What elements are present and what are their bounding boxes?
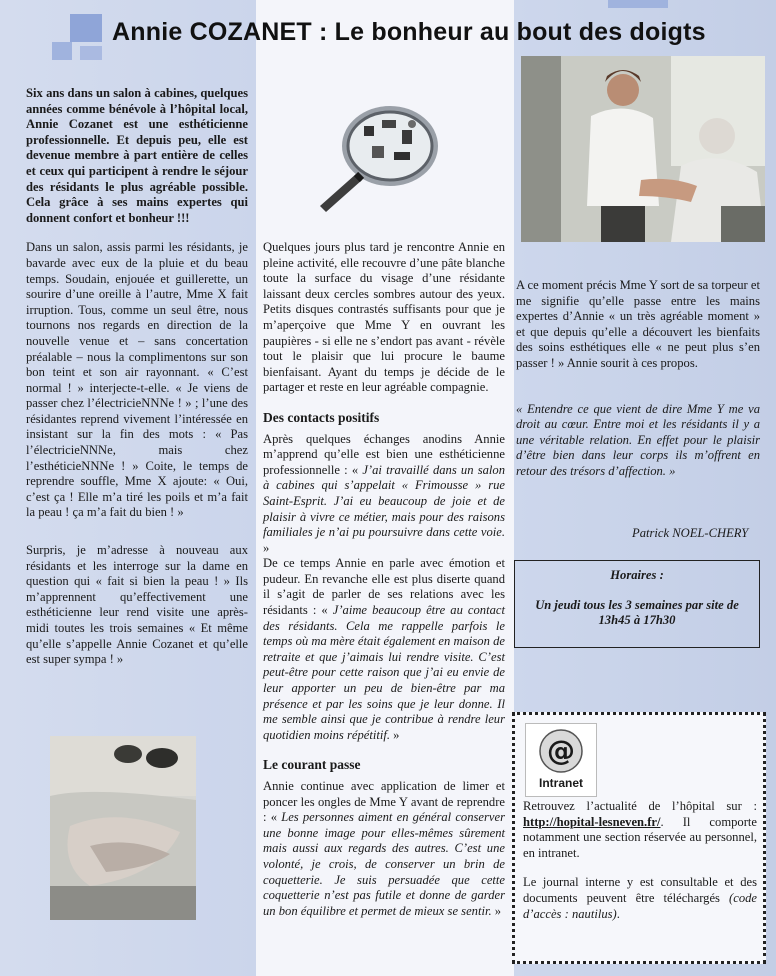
hospital-url-link[interactable]: http://hopital-lesneven.fr/ <box>523 814 661 829</box>
intranet-logo-label: Intranet <box>538 776 583 790</box>
decorative-square <box>52 42 72 60</box>
hours-title: Horaires : <box>610 568 664 582</box>
paragraph-lead: Annie continue avec application de limer et poncer les ongles de Mme Y avant de reprendre : « <box>263 779 505 825</box>
paragraph-lead: Retrouvez l’actualité de l’hôpital sur : <box>523 799 757 813</box>
column-left <box>26 86 248 668</box>
paragraph-end: . Il comporte notamment une section réservée au personnel, en intranet. <box>523 814 757 860</box>
paragraph <box>523 799 757 861</box>
paragraph: Surpris, je m’adresse à nouveau aux résidants et les interroge sur la dame en question qui « fait si bien la peau ! » Ils m’apprennent qu’effectivement une esthéticienne leur rend visite une après-midi toutes les trois semaines « Et même qu’elle s’appelle Annie Cozanet et qu’elle est super sympa ! » <box>26 543 248 667</box>
intranet-box <box>512 712 766 964</box>
decorative-square <box>80 46 102 60</box>
beautician-photo-drawing <box>521 56 765 242</box>
paragraph-lead: De ce temps Annie en parle avec émotion et pudeur. En revanche elle est plus diserte quand il s’agit de parler de ses relations avec les résidants : « <box>263 556 505 618</box>
section-heading-courant: Le courant passe <box>263 757 361 773</box>
manicure-photo-drawing <box>50 736 196 920</box>
paragraph: A ce moment précis Mme Y sort de sa torpeur et me signifie qu’elle passe entre les mains expertes d’Annie « un très agréable moment » et que depuis qu’elle a découvert les bienfaits des soins esthétiques elle « ne peut plus s’en passer ! » Annie sourit à ces propos. <box>516 278 760 370</box>
paragraph-end: . <box>616 906 620 921</box>
decorative-square <box>70 14 102 42</box>
closing-quote: « Entendre ce que vient de dire Mme Y me va droit au cœur. Entre moi et les résidants il y a une véritable relation. En effet pour le plaisir d’être bien dans leur corps ils m’offrent en retour des trésors d’affection. » <box>516 401 760 478</box>
quote-close: » <box>263 540 270 555</box>
quote: J’ai travaillé dans un salon à cabines qui s’appelait « Frimousse » rue Saint-Esprit. J’ai eu beaucoup de joie et de plaisir à vivre ce métier, mais pour des raisons familiales je n’ai pu poursuivre dans cette voie. <box>263 462 505 540</box>
at-sign-icon <box>538 728 584 774</box>
intranet-text <box>523 799 757 922</box>
author-signature: Patrick NOEL-CHERY <box>632 526 749 540</box>
quote: Les personnes aiment en général conserver une bonne image pour elles-mêmes sûrement mais aussi aux regards des autres. C’est une volonté, je crois, de conserver un brin de coquetterie. Je suis persuadée que cette coquetterie n’est pas futile et donne de garder un bon équilibre et permet de mieux se sentir. <box>263 810 505 918</box>
hours-box <box>514 560 760 648</box>
access-code: (code d’accès : nautilus) <box>523 890 757 921</box>
hours-text: Un jeudi tous les 3 semaines par site de 13h45 à 17h30 <box>535 597 739 628</box>
manicure-photo <box>50 736 196 920</box>
paragraph-lead: Après quelques échanges anodins Annie m’apprend qu’elle est bien une esthéticienne professionnelle : « <box>263 431 505 477</box>
paragraph: Quelques jours plus tard je rencontre Annie en pleine activité, elle recouvre d’une pâte blanche toute la surface du visage d’une résidante laissant deux cercles sombres autour des yeux. Petits disques contrastés suffisants pour que je m’aperçoive que Mme Y en ouvrant les paupières - si elle ne s’endort pas avant - révèle tout le plaisir que lui procure le baume bienfaisant. Ayant du temps je décide de le partager et reste en leur agréable compagnie. <box>263 240 505 395</box>
paragraph <box>263 432 505 557</box>
quote-close: » <box>389 727 400 742</box>
intranet-logo <box>525 723 597 797</box>
article-intro: Six ans dans un salon à cabines, quelques années comme bénévole à l’hôpital local, Annie Cozanet est une esthéticienne professionnelle. Et depuis peu, elle est devenue membre à part entière de celles et ceux qui participent à rendre le séjour des résidants le plus agréable possible. Cela grâce à ses mains expertes qui donnent confort et bonheur !!! <box>26 86 248 225</box>
paragraph <box>263 556 505 743</box>
paragraph <box>523 875 757 922</box>
section-heading-contacts: Des contacts positifs <box>263 409 380 425</box>
paragraph: Dans un salon, assis parmi les résidants, je bavarde avec eux de la pluie et du beau temps. Soudain, enjouée et guillerette, un sourire d’une oreille à l’autre, Mme X fait irruption. Tous, comme un seul être, nous tournons nos regards en direction de la nouvelle venue et – sans concertation préalable – nous la complimentons sur son bon teint et son air rayonnant. « C’est normal ! » interjecte-t-elle. « Je viens de passer chez l’électricieNNNe ! » ; l’une des résidantes reprend vivement l’intéressée en insistant sur la fin des mots : « Pas l’électricieNNNe, mais chez l’esthéticieNNNe ! » Coite, le temps de reprendre souffle, Mme X ajoute: « Oui, c’est ça ! Elle m’a tiré les poils et m’a fait la peau ! ça m’a fait du bien ! » <box>26 240 248 520</box>
beautician-photo <box>521 56 765 242</box>
paragraph-lead: Le journal interne y est consultable et des documents peuvent être téléchargés <box>523 875 757 905</box>
paragraph <box>263 779 505 919</box>
svg-text:@: @ <box>547 734 575 767</box>
column-right <box>516 278 760 480</box>
quote-close: » <box>491 903 502 918</box>
quote: J’aime beaucoup être au contact des résidants. Cela me rappelle parfois le temps où ma mère était également en maison de retraite et que j’aimais lui rendre visite. C’est peut-être pour cette raison que j’ai eu envie de leur apporter un peu de bien-être par ma présence et par les soins que je leur donne. Il me semble ainsi que je contribue à rendre leur quotidien moins répétitif. <box>263 603 505 742</box>
article-title: Annie COZANET : Le bonheur au bout des doigts <box>112 18 706 46</box>
magnifier-icon <box>312 96 442 216</box>
column-middle <box>263 240 505 919</box>
decorative-square <box>608 0 668 8</box>
